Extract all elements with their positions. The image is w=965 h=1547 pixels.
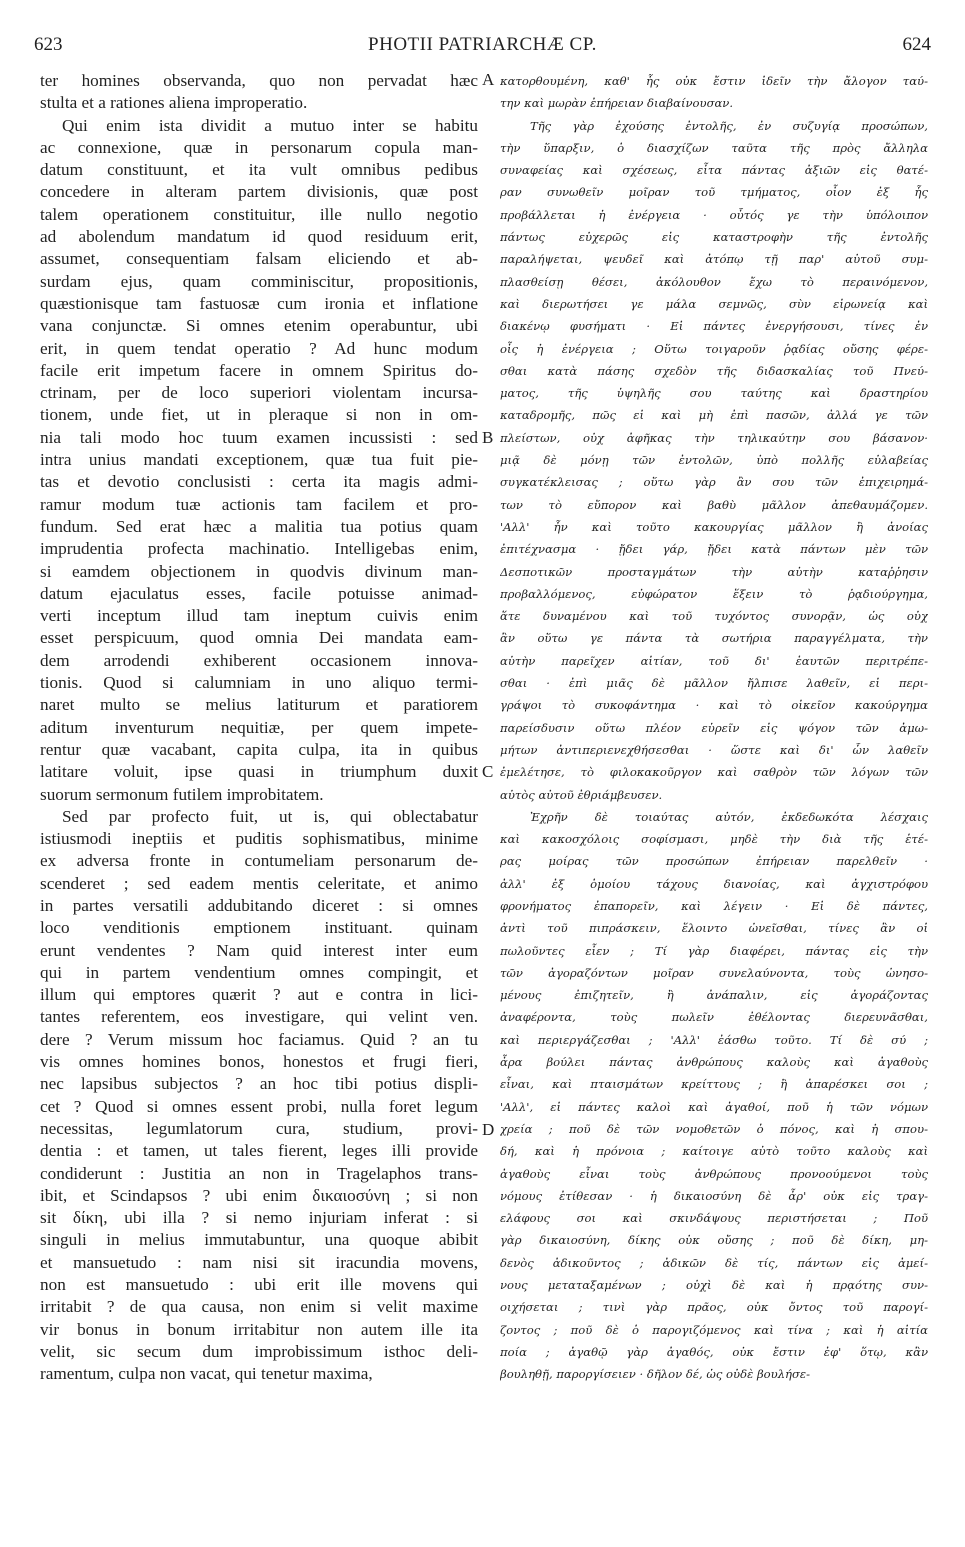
text-line: καὶ περιεργάζεσθαι ; 'Αλλ' ἐάσθω τοῦτο. Τί δὲ σύ ; <box>500 1032 928 1047</box>
text-line: ex adversa fronte in contumeliam personarum de- <box>40 851 478 871</box>
text-line: verti inceptum illud tam ineptum cuivis enim <box>40 606 478 626</box>
text-line: illum qui emptores quærit ? aut e contra in lici- <box>40 985 478 1005</box>
latin-column <box>40 70 478 1386</box>
text-line: intra unius mandati exceptionem, quæ tua fuit pie- <box>40 450 478 470</box>
text-line: οἷς ἡ ἐνέργεια ; Οὕτω τοιγαροῦν ῥᾳδίας οὔσης φέρε- <box>500 341 928 356</box>
section-marker-c: C <box>482 762 494 781</box>
text-line: σθαι · ἐπὶ μιᾶς δὲ μᾶλλον ἤλπισε λαθεῖν, εἰ περι- <box>500 676 928 691</box>
text-line: fundum. Sed erat hæc a malitia tua potius quam <box>40 516 478 536</box>
text-line: necessitas, legumlatorum cura, studium, provi- <box>40 1118 478 1138</box>
text-line: ἅτε δυναμένου καὶ τοῦ τυχόντος συνορᾷν, ὡς οὐχ <box>500 609 928 624</box>
text-line: ἀναφέροντα, τοὺς πωλεῖν ἐθέλοντας διερευνᾶσθαι, <box>500 1010 928 1025</box>
running-title: PHOTII PATRIARCHÆ CP. <box>368 34 597 55</box>
text-line: nia tali modo hoc tuum examen incussisti : sed <box>40 427 478 447</box>
text-line: ραν συνωθεῖν μοῖραν τοῦ τμήματος, οἷον ἐξ ἧς <box>500 185 928 200</box>
text-line: πάντως εὐχερῶς εἰς καταστροφὴν τῆς ἐντολῆς <box>500 230 928 245</box>
text-line: παρείσδυσιν οὕτω πλέον εὑρεῖν εἰς ψόγον τῶν ἀμω- <box>500 720 928 735</box>
text-line: ελάφους σοι καὶ σκινδάψους περιστήσεται ; Ποῦ <box>500 1211 928 1226</box>
right-page-number: 624 <box>902 34 931 55</box>
page-header <box>34 34 931 64</box>
text-line: προβάλλεται ἡ ἐνέργεια · οὗτός γε τὴν ὑπόλοιπον <box>500 207 928 222</box>
text-line: τὴν ὕπαρξιν, ὁ διασχίζων ταῦτα τῆς πρὸς ἄλληλα <box>500 140 928 155</box>
text-line: nec lapsibus subjectos ? an hoc tibi potius displi- <box>40 1074 478 1094</box>
text-line: ἐπιτέχνασμα · ᾔδει γάρ, ᾔδει κατὰ πάντων μὲν τῶν <box>500 542 928 557</box>
text-line: ad abolendum mandatum id quod residuum erit, <box>40 227 478 247</box>
text-line: datum ejaculatus esses, facile potuisse animad- <box>40 583 478 603</box>
text-line: ἂν οὕτω γε πάντα τὰ σωτήρια παραγγέλματα, τὴν <box>500 631 928 646</box>
text-line: των τὸ εὔπορον καὶ βαθὺ μᾶλλον ἀπεθαυμάζομεν. <box>500 497 928 512</box>
text-line: δή, καὶ ἡ πρόνοια ; καίτοιγε αὐτὸ τοῦτο καλοὺς καὶ <box>500 1144 928 1159</box>
text-line: ἀλλ' ἐξ ὁμοίου τάχους διανοίας, καὶ ἀγχιστρόφου <box>500 876 928 891</box>
text-line: 'Αλλ' ἦν καὶ τοῦτο κακουργίας μᾶλλον ἢ ἀνοίας <box>500 519 928 534</box>
text-line: γράψοι τὸ συκοφάντημα · καὶ τὸ οἰκεῖον κακούργημα <box>500 698 928 713</box>
text-line: latitare voluit, ipse quasi in triumphum duxit <box>40 762 478 782</box>
text-line: esset perspicuum, quod omnia Dei mandata eam- <box>40 628 478 648</box>
text-line: ctrinam, per de loco superiori violentam incursa- <box>40 383 478 403</box>
text-line: dere ? Verum missum hoc faciamus. Quid ? an tu <box>40 1029 478 1049</box>
text-line: stulta et a rationes aliena improperatio. <box>40 93 308 113</box>
text-line: δενὸς ἀδικοῦντος ; ἀδικῶν δὲ τίς, πάντων εἰς ἀμεί- <box>500 1255 928 1270</box>
text-line: in partes versatili addubitando diceret : si omnes <box>40 895 478 915</box>
text-line: ter homines observanda, quo non pervadat hæc <box>40 71 478 90</box>
text-line: assumet, consequentiam falsam eliciendo et ab- <box>40 249 478 269</box>
text-line: concedere in alteram partem divisionis, quæ post <box>40 182 478 202</box>
text-line: Sed par profecto fuit, ut is, qui oblectabatur <box>62 806 478 826</box>
section-marker-b: B <box>482 428 494 447</box>
text-line: ramur modum tuæ actionis tam facilem et pro- <box>40 494 478 514</box>
text-line: ibit, et Scindapsos ? ubi enim δικαιοσύνη ; si non <box>40 1185 478 1205</box>
text-line: νόμους ἐτίθεσαν · ἡ δικαιοσύνη δὲ ἆρ' οὐκ εἰς τραγ- <box>500 1188 928 1203</box>
text-line: σθαι κατὰ πάσης σχεδὸν τῆς διδασκαλίας τοῦ Πνεύ- <box>500 363 928 378</box>
text-line: tionis. Quod si calumniam in uno aliquo termi- <box>40 673 478 693</box>
text-line: rentur quæ vacabant, capita culpa, ita in quibus <box>40 739 478 759</box>
text-line: ac connexione, quæ in personarum copula man- <box>40 137 478 157</box>
text-line: suorum sermonum futilem improbitatem. <box>40 784 324 804</box>
text-line: βουληθῇ, παροργίσειεν · δῆλον δέ, ὡς οὐδὲ βουλήσε- <box>500 1367 811 1382</box>
text-line: μένους ἐπιζητεῖν, ἢ ἀνάπαλιν, εἰς ἀγοράζοντας <box>500 988 928 1003</box>
text-line: tas et devotio conclusisti : certa ita magis admi- <box>40 472 478 492</box>
text-line: vir bonus in bonum irritabitur non autem ille ita <box>40 1319 478 1339</box>
text-line: οιχήσεται ; τινὶ γὰρ πρᾶος, οὐκ ὄντος τοῦ παρογί- <box>500 1300 928 1315</box>
text-line: Τῆς γὰρ ἐχούσης ἐντολῆς, ἐν συζυγίᾳ προσώπων, <box>530 118 928 133</box>
text-line: Δεσποτικῶν προσταγμάτων τὴν αὐτὴν καταῤῥησιν <box>500 564 928 579</box>
text-line: καταδρομῆς, πῶς εἰ καὶ μὴ ἐπὶ πασῶν, ἀλλά γε τῶν <box>500 408 928 423</box>
text-line: non est mansuetudo : ubi erit ille movens qui <box>40 1275 478 1295</box>
text-line: istiusmodi ineptiis et puditis sophismatibus, minime <box>40 829 478 849</box>
text-line: καὶ κακοσχόλοις σοφίσμασι, μηδὲ τὴν διὰ τῆς ἑτέ- <box>500 832 928 847</box>
text-line: naret multo se melius latiturum et paratiorem <box>40 695 478 715</box>
text-line: ἐμελέτησε, τὸ φιλοκακοῦργον καὶ σαθρὸν τῶν λόγων τῶν <box>500 765 928 780</box>
text-line: προβαλλόμενος, εὐφώρατον ἕξειν τὸ ῥᾳδιούργημα, <box>500 586 928 601</box>
text-line: ποία ; ἀγαθῷ γὰρ ἀγαθός, οὐκ ἔστιν ἐφ' ὅτῳ, κἂν <box>500 1344 928 1359</box>
text-line: 'Αλλ', εἰ πάντες καλοὶ καὶ ἀγαθοί, ποῦ ἡ τῶν νόμων <box>500 1099 928 1114</box>
text-line: qui in partem vendentium omnes compingit, et <box>40 962 478 982</box>
text-line: μιᾷ δὲ μόνῃ τῶν ἐντολῶν, ὑπὸ πολλῆς εὐλαβείας <box>500 453 928 468</box>
text-line: παραλήψεται, ψευδεῖ καὶ ἀτόπῳ τῇ παρ' αὐτοῦ συμ- <box>500 252 928 267</box>
text-line: πλείστων, οὐχ ἀφῆκας τὴν τηλικαύτην σου βάσανον· <box>500 430 928 445</box>
text-line: εἶναι, καὶ πταισμάτων κρείττους ; ἢ ἀπαρέσκει σοι ; <box>500 1077 928 1092</box>
text-line: et mansuetudo : nam nisi sit iracundia movens, <box>40 1252 478 1272</box>
text-line: vis omnes homines bonos, honestos et frugi fieri, <box>40 1052 478 1072</box>
text-line: πωλοῦντες εἶεν ; Τί γὰρ διαφέρει, πάντας εἰς τὴν <box>500 943 928 958</box>
text-line: κατορθουμένη, καθ' ἧς οὐκ ἔστιν ἰδεῖν τὴν ἄλογον ταύ- <box>500 74 928 88</box>
text-line: sit δίκη, ubi illa ? si nemo injuriam inferat : si <box>40 1208 478 1228</box>
text-line: ματος, τῆς ὑψηλῆς σου ταύτης καὶ δραστηρίου <box>500 386 928 401</box>
text-line: datum constituunt, et ita vult omnibus pedibus <box>40 160 478 180</box>
text-line: συγκατέκλεισας ; οὕτω γὰρ ἂν σου τῶν ἐπιχειρημά- <box>500 475 928 490</box>
text-line: talem operationem constituitur, ille nullo negotio <box>40 204 478 224</box>
text-line: quæstionisque tam fastuosæ cum ironia et inflatione <box>40 293 478 313</box>
text-line: erunt vendentes ? Nam quid interest inter eum <box>40 940 478 960</box>
text-line: singuli in melius immutabuntur, una quoque abibit <box>40 1230 478 1250</box>
text-line: ζοντος ; ποῦ δὲ ὁ παρογιζόμενος καὶ τίνα ; καὶ ἡ αἰτία <box>500 1322 928 1337</box>
text-line: διακένῳ φυσήματι · Εἰ πάντες ἐνεργήσουσι, τίνες ἐν <box>500 319 928 334</box>
text-line: irritabit ? de qua causa, non enim si velit maxime <box>40 1297 478 1317</box>
text-line: vana conjunctæ. Si omnes etenim operabuntur, ubi <box>40 316 478 336</box>
text-line: imprudentia profecta machinatio. Intelligebas enim, <box>40 539 478 559</box>
text-line: facile erit impetum facere in omnem Spiritus do- <box>40 360 478 380</box>
text-line: χρεία ; ποῦ δὲ τῶν νομοθετῶν ὁ πόνος, καὶ ἡ σπου- <box>500 1121 928 1136</box>
text-line: erit, in quem tendat operatio ? Ad hunc modum <box>40 338 478 358</box>
text-line: αὐτὴν παρεῖχεν αἰτίαν, τοῦ δι' ἑαυτῶν περιτρέπε- <box>500 653 928 668</box>
text-line: dentia : et tamen, ut tales fierent, leges illi provide <box>40 1141 478 1161</box>
text-line: αὐτὸς αὐτοῦ ἐθριάμβευσεν. <box>500 787 663 802</box>
text-line: dem arrodendi exhiberent occasionem innova- <box>40 650 478 670</box>
text-line: ἀγαθοὺς εἶναι τοὺς ἀνθρώπους προνοούμενοι τοὺς <box>500 1166 928 1181</box>
left-page-number: 623 <box>34 34 63 55</box>
text-line: tantes referentem, eos investigare, qui velint ven. <box>40 1007 478 1027</box>
section-marker-a: A <box>482 70 495 89</box>
text-line: scenderet ; sed eadem mentis celeritate, et animo <box>40 873 478 893</box>
text-line: καὶ διερωτήσει γε μάλα σεμνῶς, σὺν εἰρωνείᾳ καὶ <box>500 296 928 311</box>
text-line: aditum inventurum nequitiæ, per quem impete- <box>40 717 478 737</box>
text-line: ἆρα βούλει πάντας ἀνθρώπους καλοὺς καὶ ἀγαθοὺς <box>500 1055 928 1070</box>
text-line: ramentum, culpa non vacat, qui tenetur maxima, <box>40 1364 373 1384</box>
text-line: τῶν ἀγοραζόντων μοῖραν συνελαύνοντα, τοὺς ὠνησο- <box>500 965 928 980</box>
text-line: condiderunt : Justitia an non in Tragelaphos trans- <box>40 1163 478 1183</box>
greek-column <box>500 70 928 1386</box>
text-line: φρονήματος ἐπαπορεῖν, καὶ λέγειν · Εἰ δὲ πάντες, <box>500 898 928 913</box>
text-line: ρας μοίρας τῶν προσώπων ἐπήρειαν παρελθεῖν · <box>500 854 928 869</box>
section-marker-d: D <box>482 1120 495 1139</box>
text-line: νους μεταταξαμένων ; οὐχὶ δὲ καὶ ἡ πρᾳότης συν- <box>500 1278 928 1293</box>
text-line: tionem, unde fiet, ut in pleraque si non in om- <box>40 405 478 425</box>
text-line: velit, sic secum dum improbissimum isthoc deli- <box>40 1341 478 1361</box>
text-line: ἀντὶ τοῦ πιπράσκειν, ἕλοιντο ὠνεῖσθαι, τίνες ἂν οἱ <box>500 921 928 936</box>
text-line: Ἐχρῆν δὲ τοιαύτας αὐτόν, ἐκδεδωκότα λέσχαις <box>530 809 928 824</box>
text-line: πλασθείσῃ θέσει, ἀκόλουθον ἔχω τὸ περαινόμενον, <box>500 274 928 289</box>
text-line: loco venditionis emptionem instituant. quinam <box>40 918 478 938</box>
text-line: μήτων ἀντιπεριενεχθήσεσθαι · ὥστε καὶ δι' ὧν λαθεῖν <box>500 742 928 757</box>
text-line: Qui enim ista dividit a mutuo inter se habitu <box>62 115 478 135</box>
text-line: την καὶ μωρὰν ἐπήρειαν διαβαίνουσαν. <box>500 96 734 111</box>
text-line: cet ? Quod si omnes essent probi, nulla foret legum <box>40 1096 478 1116</box>
text-line: surdam ejus, quam comminiscitur, propositionis, <box>40 271 478 291</box>
text-line: si eamdem objectionem in quodvis divinum man- <box>40 561 478 581</box>
text-line: γὰρ δικαιοσύνη, δίκης οὐκ οὔσης ; ποῦ δὲ δίκη, μη- <box>500 1233 928 1248</box>
text-line: συναφείας καὶ σχέσεως, εἶτα πάντας ἀξιῶν εἰς θατέ- <box>500 163 928 178</box>
